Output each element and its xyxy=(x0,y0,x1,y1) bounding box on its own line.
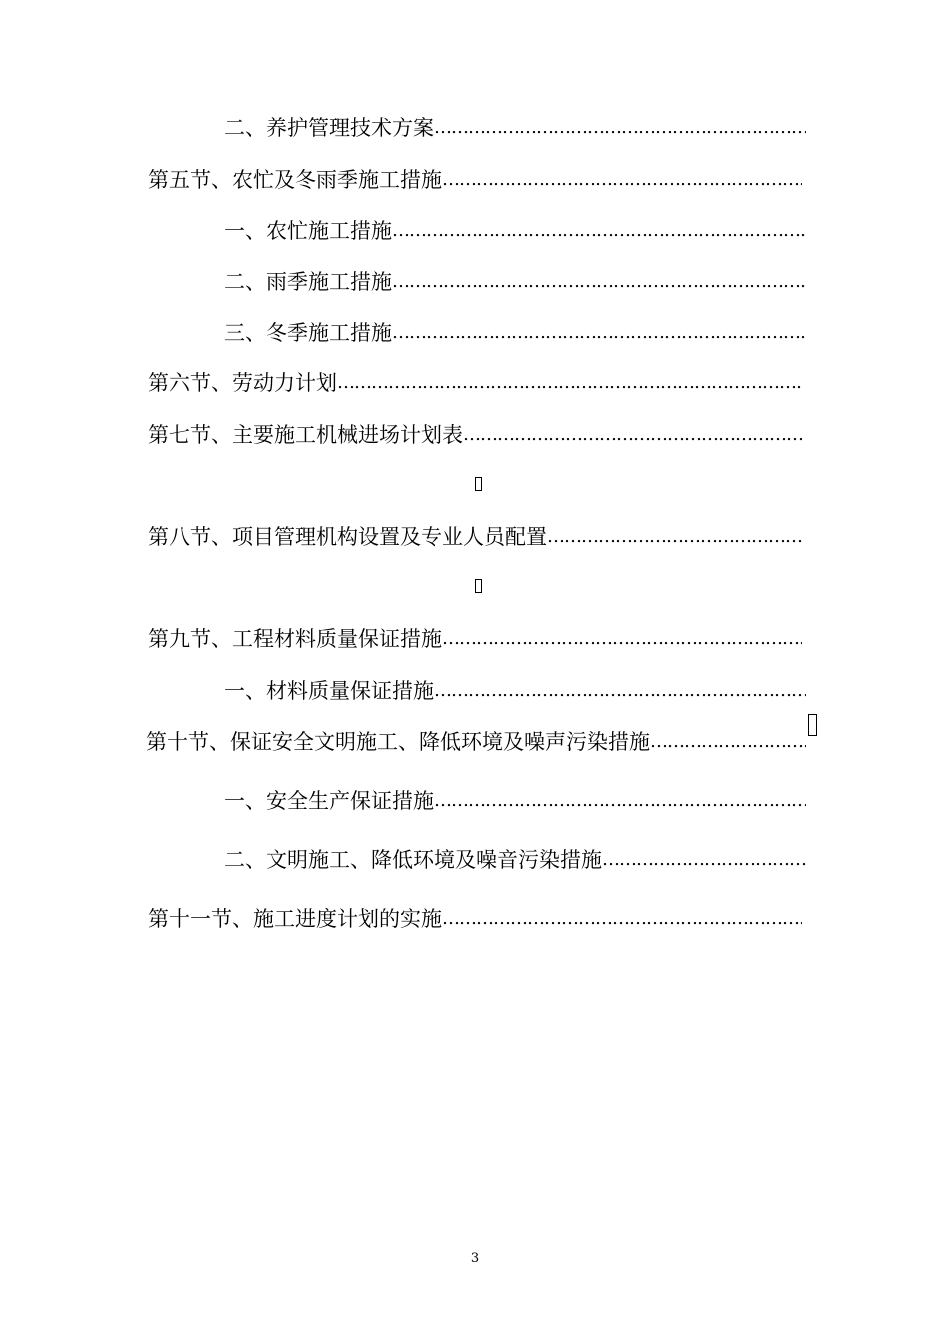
toc-entry-title: 一、安全生产保证措施 xyxy=(224,789,434,813)
toc-dot-leader xyxy=(602,845,806,875)
toc-entry-title: 第八节、项目管理机构设置及专业人员配置 xyxy=(148,525,547,549)
toc-entry[interactable] xyxy=(148,420,802,450)
toc-entry-title: 第六节、劳动力计划 xyxy=(148,371,337,395)
toc-entry[interactable] xyxy=(146,727,806,757)
toc-entry-title: 一、农忙施工措施 xyxy=(224,219,392,243)
toc-dot-leader xyxy=(392,216,806,246)
toc-dot-leader xyxy=(650,727,806,757)
page-number: 3 xyxy=(470,1251,480,1266)
toc-entry-title: 第十一节、施工进度计划的实施 xyxy=(148,907,442,931)
toc-dot-leader xyxy=(392,318,806,348)
missing-glyph-icon xyxy=(475,477,482,491)
toc-dot-leader xyxy=(442,165,802,195)
toc-entry-title: 一、材料质量保证措施 xyxy=(224,679,434,703)
toc-dot-leader xyxy=(337,368,802,398)
toc-dot-leader xyxy=(442,904,802,934)
toc-dot-leader xyxy=(434,676,806,706)
toc-entry-title: 第七节、主要施工机械进场计划表 xyxy=(148,423,463,447)
toc-entry[interactable] xyxy=(148,904,802,934)
toc-entry[interactable] xyxy=(224,786,806,816)
toc-entry-title: 二、文明施工、降低环境及噪音污染措施 xyxy=(224,848,602,872)
toc-entry[interactable] xyxy=(224,845,806,875)
toc-entry-title: 三、冬季施工措施 xyxy=(224,321,392,345)
missing-glyph-icon xyxy=(808,714,817,736)
toc-entry[interactable] xyxy=(148,624,802,654)
toc-dot-leader xyxy=(434,113,806,143)
toc-entry[interactable] xyxy=(148,522,802,552)
toc-dot-leader xyxy=(442,624,802,654)
toc-entry[interactable] xyxy=(224,113,806,143)
toc-dot-leader xyxy=(463,420,802,450)
toc-entry-title: 第九节、工程材料质量保证措施 xyxy=(148,627,442,651)
toc-entry-title: 第五节、农忙及冬雨季施工措施 xyxy=(148,168,442,192)
toc-entry[interactable] xyxy=(224,216,806,246)
toc-entry[interactable] xyxy=(224,318,806,348)
toc-entry-title: 二、养护管理技术方案 xyxy=(224,116,434,140)
toc-dot-leader xyxy=(434,786,806,816)
toc-entry[interactable] xyxy=(148,165,802,195)
toc-entry-title: 第十节、保证安全文明施工、降低环境及噪声污染措施 xyxy=(146,730,650,754)
toc-entry[interactable] xyxy=(224,676,806,706)
toc-entry[interactable] xyxy=(224,267,806,297)
toc-dot-leader xyxy=(392,267,806,297)
toc-entry-title: 二、雨季施工措施 xyxy=(224,270,392,294)
missing-glyph-icon xyxy=(475,579,482,593)
toc-entry[interactable] xyxy=(148,368,802,398)
toc-dot-leader xyxy=(547,522,802,552)
